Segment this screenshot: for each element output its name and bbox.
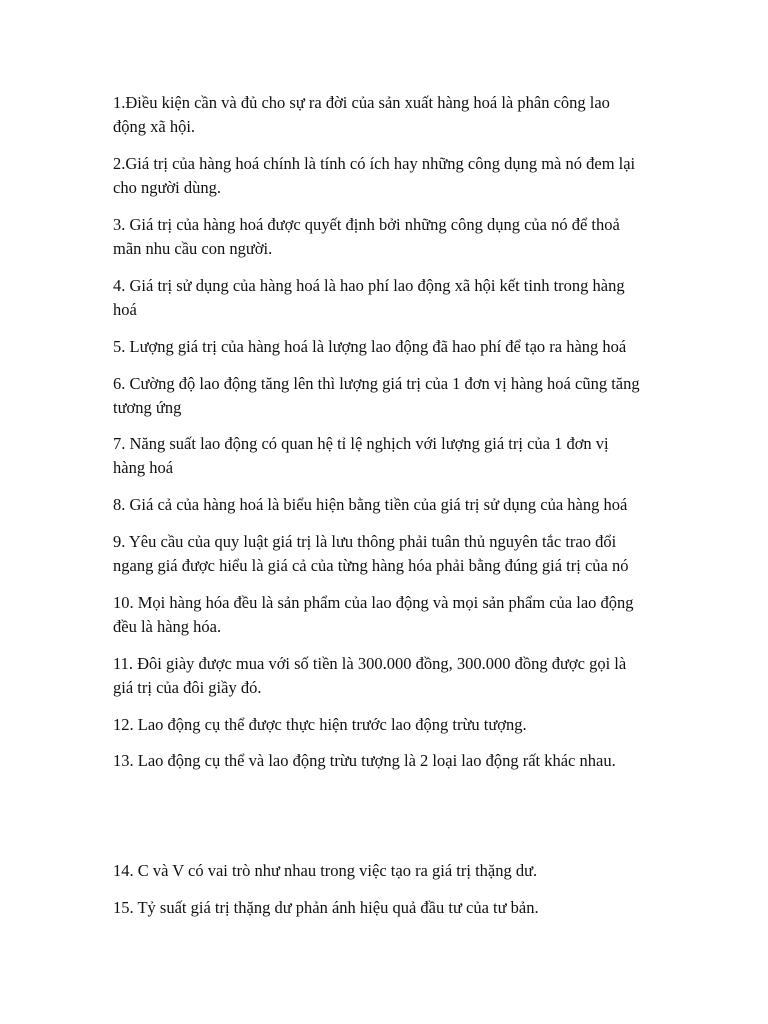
statement-9: 9. Yêu cầu của quy luật giá trị là lưu thông phải tuân thủ nguyên tắc trao đổi ngang giá được hiểu là giá cả của từng hàng hóa phải bằng đúng giá trị của nó [113,532,629,575]
statement-10: 10. Mọi hàng hóa đều là sản phẩm của lao động và mọi sản phẩm của lao động đều là hàng hóa. [113,593,634,636]
statement-8: 8. Giá cả của hàng hoá là biểu hiện bằng tiền của giá trị sử dụng của hàng hoá [113,495,628,514]
statement-15: 15. Tỷ suất giá trị thặng dư phản ánh hiệu quả đầu tư của tư bản. [113,898,539,917]
statement-5: 5. Lượng giá trị của hàng hoá là lượng lao động đã hao phí để tạo ra hàng hoá [113,337,627,356]
statement-12: 12. Lao động cụ thể được thực hiện trước lao động trừu tượng. [113,715,527,734]
statement-6: 6. Cường độ lao động tăng lên thì lượng giá trị của 1 đơn vị hàng hoá cũng tăng tương ứng [113,374,640,417]
statement-11: 11. Đôi giày được mua với số tiền là 300.000 đồng, 300.000 đồng được gọi là giá trị của đôi giầy đó. [113,654,627,697]
statement-7: 7. Năng suất lao động có quan hệ tỉ lệ nghịch với lượng giá trị của 1 đơn vị hàng hoá [113,434,609,477]
statement-14: 14. C và V có vai trò như nhau trong việc tạo ra giá trị thặng dư. [113,861,538,880]
statement-1: 1.Điều kiện cần và đủ cho sự ra đời của sản xuất hàng hoá là phân công lao động xã hội. [113,93,610,136]
statement-4: 4. Giá trị sử dụng của hàng hoá là hao phí lao động xã hội kết tinh trong hàng hoá [113,276,625,319]
statement-2: 2.Giá trị của hàng hoá chính là tính có ích hay những công dụng mà nó đem lại cho người dùng. [113,154,636,197]
statement-13: 13. Lao động cụ thể và lao động trừu tượng là 2 loại lao động rất khác nhau. [113,751,616,770]
statement-3: 3. Giá trị của hàng hoá được quyết định bởi những công dụng của nó để thoả mãn nhu cầu con người. [113,215,620,258]
